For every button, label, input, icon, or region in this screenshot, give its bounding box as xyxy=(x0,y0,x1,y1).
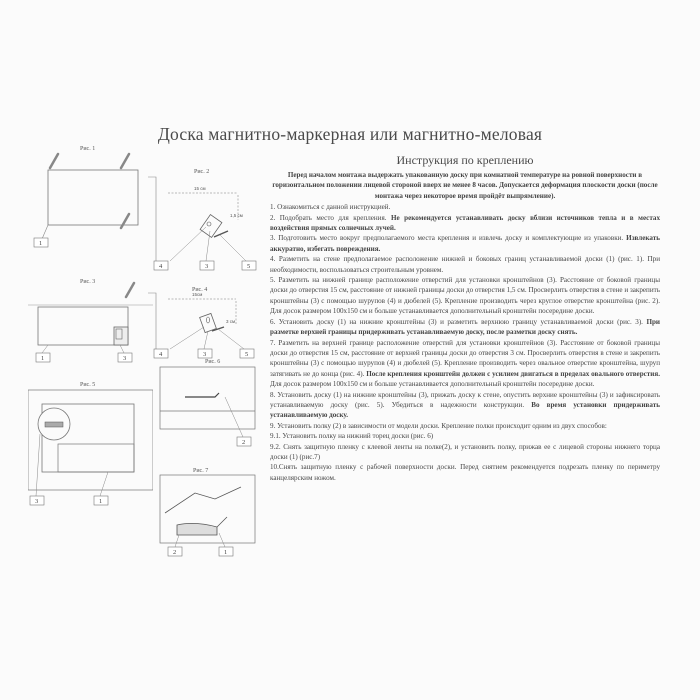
callout-number: 3 xyxy=(205,263,209,270)
callout-line xyxy=(100,472,108,496)
dimension-label: 1,5 см xyxy=(230,213,243,218)
callout-number: 1 xyxy=(41,355,45,362)
callout-number: 3 xyxy=(35,498,39,505)
step-8-text: 8. Установить доску (1) на нижние кронштейны (3), прижать доску к стене, опустить верхние кронштейны (3) и зафиксировать устанавливаемую доску (рис. 5). Убедиться в надежности конструкции. xyxy=(270,390,660,409)
step-7 xyxy=(270,338,660,390)
step-6-warning: При разметке верхней границы придерживать устанавливаемую доску, после разметки доску снять. xyxy=(270,317,660,337)
figure-6 xyxy=(155,353,260,448)
figure-6-label: Рис. 6 xyxy=(205,359,221,365)
callout-line xyxy=(206,231,210,261)
callout-number: 2 xyxy=(242,439,246,446)
figure-1-label: Рис. 1 xyxy=(80,146,96,152)
figure-3-label: Рис. 3 xyxy=(80,279,96,285)
figure-5 xyxy=(28,378,153,518)
step-3-text: 3. Подготовить место вокруг предполагаемого места крепления и извлечь доску и комплектующие из упаковки. xyxy=(270,234,627,243)
step-1: 1. Ознакомиться с данной инструкцией. xyxy=(270,203,391,212)
step-6 xyxy=(270,317,660,338)
callout-number: 3 xyxy=(123,355,127,362)
step-8 xyxy=(270,390,660,421)
step-7-warning: После крепления кронштейн должен с усилием двигаться в пределах овального отверстия. xyxy=(366,369,660,378)
step-10: 10.Снять защитную пленку с рабочей поверхности доски. Перед снятием рекомендуется подрезать пленку по периметру канцелярским ножом. xyxy=(270,463,660,482)
board-lower xyxy=(58,444,134,472)
pencil-mark xyxy=(121,214,129,228)
callout-number: 4 xyxy=(159,263,163,270)
dimension-label: 15 см xyxy=(194,186,206,191)
callout-number: 5 xyxy=(245,351,249,358)
callout-line xyxy=(175,535,179,547)
wall-edge xyxy=(148,293,156,358)
step-2-warning: Не рекомендуется устанавливать доску вблизи источников тепла и в местах воздействия прямых солнечных лучей. xyxy=(270,213,660,233)
dimension-label: 3 см xyxy=(226,319,236,324)
callout-line xyxy=(42,225,48,239)
step-7-text: 7. Разметить на верхней границе расположение отверстий для установки кронштейнов (3). Расстояние от боковой границы доски до отверстия 15 см, расстояние от верхней границы доски до отверстия 3 см. Просверлить отверстия в стене и закрепить кронштейны (3) с помощью шурупов (4) и дюбелей (5). Крепление производить через овальное отверстие кронштейна, шуруп затягивать не до конца (рис. 4). xyxy=(270,338,660,378)
screw-icon xyxy=(207,222,211,226)
figure-2 xyxy=(148,165,263,277)
intro-paragraph: Перед началом монтажа выдержать упакованную доску при комнатной температуре на ровной поверхности в горизонтальном положении лицевой стороной вверх не менее 8 часов. Допускается деформация плоскости доски (после монтажа через некоторое время пройдёт выпрямление). xyxy=(272,171,658,200)
step-7-note: Для досок размером 100x150 см и больше устанавливается дополнительный кронштейн посередине доски. xyxy=(270,380,595,389)
step-2 xyxy=(270,213,660,234)
callout-number: 3 xyxy=(203,351,207,358)
figure-2-label: Рис. 2 xyxy=(194,169,210,175)
shelf-icon xyxy=(177,523,217,535)
figure-7-label: Рис. 7 xyxy=(193,468,209,474)
page-title: Доска магнитно-маркерная или магнитно-меловая xyxy=(157,124,543,144)
shelf-frame xyxy=(160,367,255,429)
callout-number: 4 xyxy=(159,351,163,358)
step-8-warning: Во время установки придерживать устанавливаемую доску. xyxy=(270,400,660,420)
pencil-mark xyxy=(121,154,129,168)
dimension-label: 15см xyxy=(192,292,203,297)
board-outline xyxy=(48,170,138,225)
callout-line xyxy=(220,235,246,261)
callout-number: 5 xyxy=(247,263,251,270)
pencil-mark xyxy=(50,154,58,168)
step-9-2: 9.2. Снять защитную пленку с клеевой ленты на полке(2), и установить полку, прижав ее с лицевой стороны нижнего торца доски (1) (рис.7) xyxy=(270,442,660,461)
instruction-text xyxy=(270,170,660,483)
shelf-icon xyxy=(185,393,219,397)
step-9-1: 9.1. Установить полку на нижний торец доски (рис. 6) xyxy=(270,432,434,441)
callout-number: 1 xyxy=(39,240,43,247)
callout-number: 2 xyxy=(173,549,177,556)
step-3 xyxy=(270,233,660,254)
shelf-profile xyxy=(165,487,241,513)
wall-edge xyxy=(148,177,156,265)
step-3-warning: Извлекать аккуратно, избегать повреждения. xyxy=(270,234,660,253)
step-2-text: 2. Подобрать место для крепления. xyxy=(270,213,391,222)
callout-line xyxy=(225,397,243,437)
step-9: 9. Установить полку (2) в зависимости от модели доски. Крепление полки происходит одним из двух способов: xyxy=(270,421,607,430)
figure-3 xyxy=(28,275,153,365)
step-5: 5. Разметить на нижней границе расположение отверстий для установки кронштейнов (3). Расстояние от боковой границы доски до отверстия 15 см, расстояние от нижней границы доски до отверстия 1,5 см. Просверлить отверстия в стене и закрепить кронштейны (3) с помощью шурупов (4) и дюбелей (5). Крепление производить через круглое отверстие кронштейна (рис. 2). Для досок размером 100x150 см и больше устанавливается дополнительный кронштейн посередине доски. xyxy=(270,276,660,316)
callout-line xyxy=(36,434,40,496)
tape-line xyxy=(217,517,227,527)
figure-1 xyxy=(28,142,153,252)
figure-5-label: Рис. 5 xyxy=(80,382,96,388)
step-4: 4. Разметить на стене предполагаемое расположение нижней и боковых границ устанавливаемой доски (1) (рис. 1). При необходимости, воспользоваться строительным уровнем. xyxy=(270,255,660,274)
callout-number: 1 xyxy=(99,498,103,505)
callout-line xyxy=(120,345,124,353)
figure-4 xyxy=(148,283,263,363)
callout-number: 1 xyxy=(224,549,228,556)
figure-7 xyxy=(155,463,260,558)
callout-line xyxy=(170,227,206,261)
callout-line xyxy=(204,331,208,349)
callout-line xyxy=(170,327,204,349)
bracket-icon xyxy=(45,422,63,427)
instruction-subtitle: Инструкция по креплению xyxy=(396,153,534,167)
callout-line xyxy=(42,345,48,353)
callout-line xyxy=(219,533,225,547)
pencil-mark xyxy=(126,283,134,297)
callout-line xyxy=(218,329,244,349)
step-6-text: 6. Установить доску (1) на нижние кронштейны (3) и разметить верхнюю границу устанавливаемой доски (рис. 3). xyxy=(270,317,647,326)
bracket-icon xyxy=(200,215,222,238)
figure-4-label: Рис. 4 xyxy=(192,287,208,293)
oval-hole xyxy=(207,317,210,323)
